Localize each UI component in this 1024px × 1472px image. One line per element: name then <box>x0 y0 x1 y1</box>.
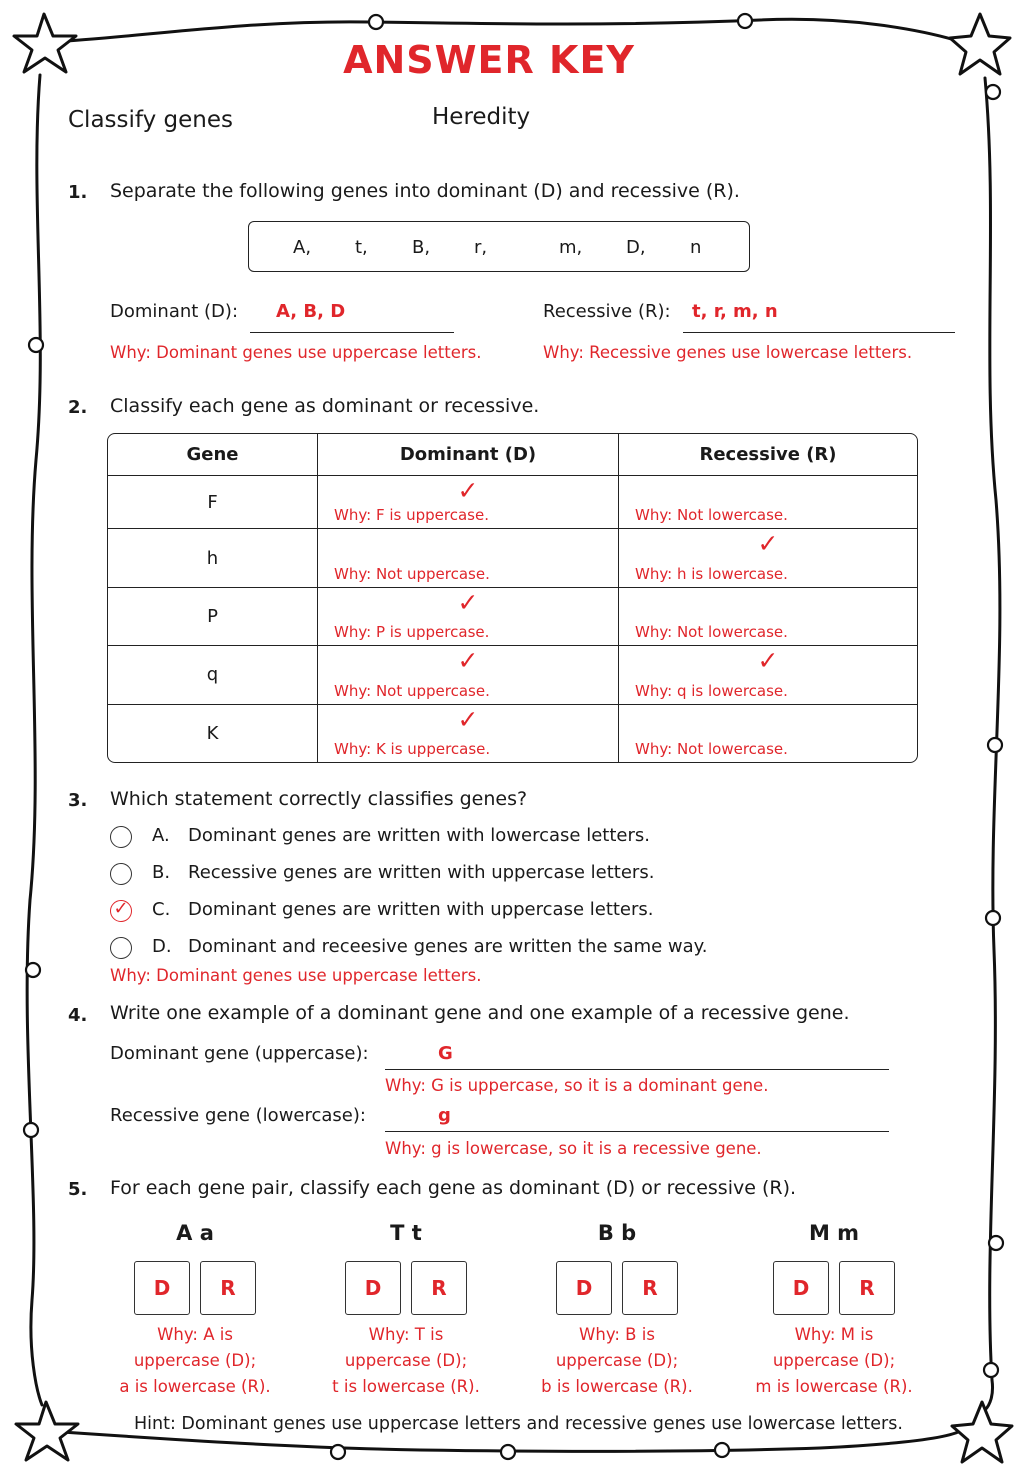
recessive-why: Why: Not lowercase. <box>635 623 788 642</box>
gene-item: r, <box>474 237 488 258</box>
table-header-gene: Gene <box>108 434 318 476</box>
check-circle-icon: ✓ <box>113 898 129 919</box>
table-row <box>108 588 917 646</box>
gene-item: m, <box>559 237 583 258</box>
answer-line <box>385 1069 889 1070</box>
recessive-why: Why: q is lowercase. <box>635 681 788 700</box>
recessive-why: Why: Not lowercase. <box>635 506 788 525</box>
dominant-why: Why: F is uppercase. <box>334 506 489 525</box>
why-line: Why: B is <box>579 1325 655 1344</box>
table-row <box>108 529 917 587</box>
why-line: uppercase (D); <box>772 1351 896 1370</box>
gene-item: n <box>690 237 702 258</box>
why-line: t is lowercase (R). <box>332 1377 480 1396</box>
gene-cell <box>108 588 318 646</box>
question-3-text: Which statement correctly classifies genes? <box>110 788 528 810</box>
option-letter: A. <box>152 825 170 846</box>
dominant-answer: A, B, D <box>276 301 346 322</box>
recessive-label: Recessive (R): <box>543 301 671 322</box>
gene-symbol: q <box>206 664 219 686</box>
recessive-cell <box>619 476 917 529</box>
border-bottom-ring <box>715 1443 729 1457</box>
gene-item: t, <box>355 237 368 258</box>
recessive-cell <box>619 646 917 704</box>
why-line: uppercase (D); <box>555 1351 679 1370</box>
option-radio[interactable] <box>110 863 132 885</box>
border-left-ring <box>29 338 43 352</box>
worksheet-topic: Classify genes <box>68 107 233 133</box>
gene-pair-why <box>512 1322 722 1400</box>
dominant-box: D <box>345 1261 401 1315</box>
option-radio[interactable] <box>110 826 132 848</box>
option-text: Recessive genes are written with uppercase letters. <box>188 862 655 883</box>
border-bottom-ring <box>501 1445 515 1459</box>
dominant-cell <box>318 646 619 704</box>
table-row <box>108 705 917 762</box>
recessive-box: R <box>200 1261 256 1315</box>
recessive-cell <box>619 588 917 646</box>
option-letter: C. <box>152 899 171 920</box>
border-top-ring <box>369 15 383 29</box>
recessive-cell <box>619 705 917 762</box>
question-number: 4. <box>68 1005 88 1026</box>
answer-key-title: ANSWER KEY <box>343 38 635 82</box>
recessive-gene-label: Recessive gene (lowercase): <box>110 1105 366 1126</box>
recessive-box: R <box>622 1261 678 1315</box>
question-number: 3. <box>68 790 88 811</box>
dominant-why: Why: Dominant genes use uppercase letters. <box>110 343 482 362</box>
border-left-line <box>27 75 42 1405</box>
dominant-gene-why: Why: G is uppercase, so it is a dominant gene. <box>385 1076 769 1095</box>
dominant-box: D <box>556 1261 612 1315</box>
question-number: 1. <box>68 182 88 203</box>
star-bottom-right-icon <box>952 1402 1012 1462</box>
gene-pair-label: B b <box>597 1221 637 1245</box>
dominant-gene-label: Dominant gene (uppercase): <box>110 1043 369 1064</box>
dominant-cell <box>318 588 619 646</box>
border-bottom-ring <box>331 1445 345 1459</box>
gene-symbol: h <box>206 547 219 569</box>
why-line: Why: M is <box>794 1325 874 1344</box>
gene-list-box <box>248 221 750 272</box>
recessive-why: Why: Not lowercase. <box>635 740 788 758</box>
hint-text: Hint: Dominant genes use uppercase letters and recessive genes use lowercase letters. <box>134 1414 903 1434</box>
dominant-cell <box>318 705 619 762</box>
gene-cell <box>108 705 318 762</box>
dominant-box: D <box>773 1261 829 1315</box>
recessive-why: Why: h is lowercase. <box>635 564 788 583</box>
border-right-ring <box>986 85 1000 99</box>
border-right-ring <box>984 1363 998 1377</box>
recessive-cell <box>619 529 917 587</box>
worksheet-subject: Heredity <box>432 104 531 130</box>
dominant-cell <box>318 529 619 587</box>
table-row <box>108 476 917 529</box>
why-line: m is lowercase (R). <box>755 1377 913 1396</box>
classification-table <box>107 433 918 763</box>
checkmark-icon: ✓ <box>457 704 479 734</box>
why-line: Why: T is <box>368 1325 444 1344</box>
gene-pair-why <box>90 1322 300 1400</box>
table-header-dominant: Dominant (D) <box>318 434 619 476</box>
gene-cell <box>108 476 318 529</box>
option-radio[interactable] <box>110 937 132 959</box>
why-line: b is lowercase (R). <box>541 1377 693 1396</box>
gene-cell <box>108 529 318 587</box>
dominant-why: Why: P is uppercase. <box>334 623 490 642</box>
why-line: Why: A is <box>157 1325 233 1344</box>
option-letter: B. <box>152 862 171 883</box>
dominant-why: Why: Not uppercase. <box>334 564 490 583</box>
recessive-answer: t, r, m, n <box>692 301 778 322</box>
option-radio[interactable] <box>110 900 132 922</box>
question-2-text: Classify each gene as dominant or recessive. <box>110 395 540 417</box>
option-text: Dominant genes are written with lowercase letters. <box>188 825 650 846</box>
gene-pair-label: M m <box>808 1221 860 1245</box>
dominant-box: D <box>134 1261 190 1315</box>
star-bottom-left-icon <box>16 1402 78 1460</box>
checkmark-icon: ✓ <box>457 646 479 676</box>
gene-symbol: P <box>207 605 218 627</box>
gene-symbol: F <box>207 491 218 513</box>
gene-pair-why <box>301 1322 511 1400</box>
checkmark-icon: ✓ <box>457 587 479 617</box>
recessive-gene-why: Why: g is lowercase, so it is a recessive gene. <box>385 1139 762 1158</box>
answer-line <box>250 332 454 333</box>
question-5-text: For each gene pair, classify each gene as dominant (D) or recessive (R). <box>110 1177 797 1199</box>
checkmark-icon: ✓ <box>757 646 779 676</box>
checkmark-icon: ✓ <box>457 476 479 505</box>
question-4-text: Write one example of a dominant gene and one example of a recessive gene. <box>110 1002 850 1024</box>
question-number: 2. <box>68 397 88 418</box>
question-3-why: Why: Dominant genes use uppercase letters. <box>110 966 482 985</box>
question-number: 5. <box>68 1179 88 1200</box>
border-right-ring <box>989 1236 1003 1250</box>
border-left-ring <box>26 963 40 977</box>
gene-item: D, <box>626 237 646 258</box>
border-right-ring <box>986 911 1000 925</box>
answer-line <box>385 1131 889 1132</box>
gene-item: A, <box>293 237 312 258</box>
option-text: Dominant and receesive genes are written the same way. <box>188 936 708 957</box>
why-line: uppercase (D); <box>133 1351 257 1370</box>
gene-pair-label: T t <box>390 1221 422 1245</box>
gene-item: B, <box>412 237 431 258</box>
border-left-ring <box>24 1123 38 1137</box>
gene-cell <box>108 646 318 704</box>
dominant-why: Why: Not uppercase. <box>334 681 490 700</box>
why-line: uppercase (D); <box>344 1351 468 1370</box>
gene-symbol: K <box>206 722 219 744</box>
why-line: a is lowercase (R). <box>119 1377 271 1396</box>
question-1-text: Separate the following genes into dominant (D) and recessive (R). <box>110 180 740 202</box>
border-top-ring <box>738 14 752 28</box>
option-text: Dominant genes are written with uppercase letters. <box>188 899 654 920</box>
border-right-ring <box>988 738 1002 752</box>
dominant-why: Why: K is uppercase. <box>334 740 491 758</box>
recessive-why: Why: Recessive genes use lowercase letters. <box>543 343 913 362</box>
dominant-label: Dominant (D): <box>110 301 239 322</box>
gene-pair-why <box>729 1322 939 1400</box>
dominant-gene-answer: G <box>438 1043 453 1064</box>
dominant-cell <box>318 476 619 529</box>
recessive-gene-answer: g <box>438 1105 451 1126</box>
checkmark-icon: ✓ <box>757 529 779 559</box>
answer-line <box>683 332 955 333</box>
gene-pair-label: A a <box>176 1221 214 1245</box>
recessive-box: R <box>411 1261 467 1315</box>
option-letter: D. <box>152 936 172 957</box>
table-header-recessive: Recessive (R) <box>619 434 917 476</box>
table-row <box>108 646 917 704</box>
recessive-box: R <box>839 1261 895 1315</box>
